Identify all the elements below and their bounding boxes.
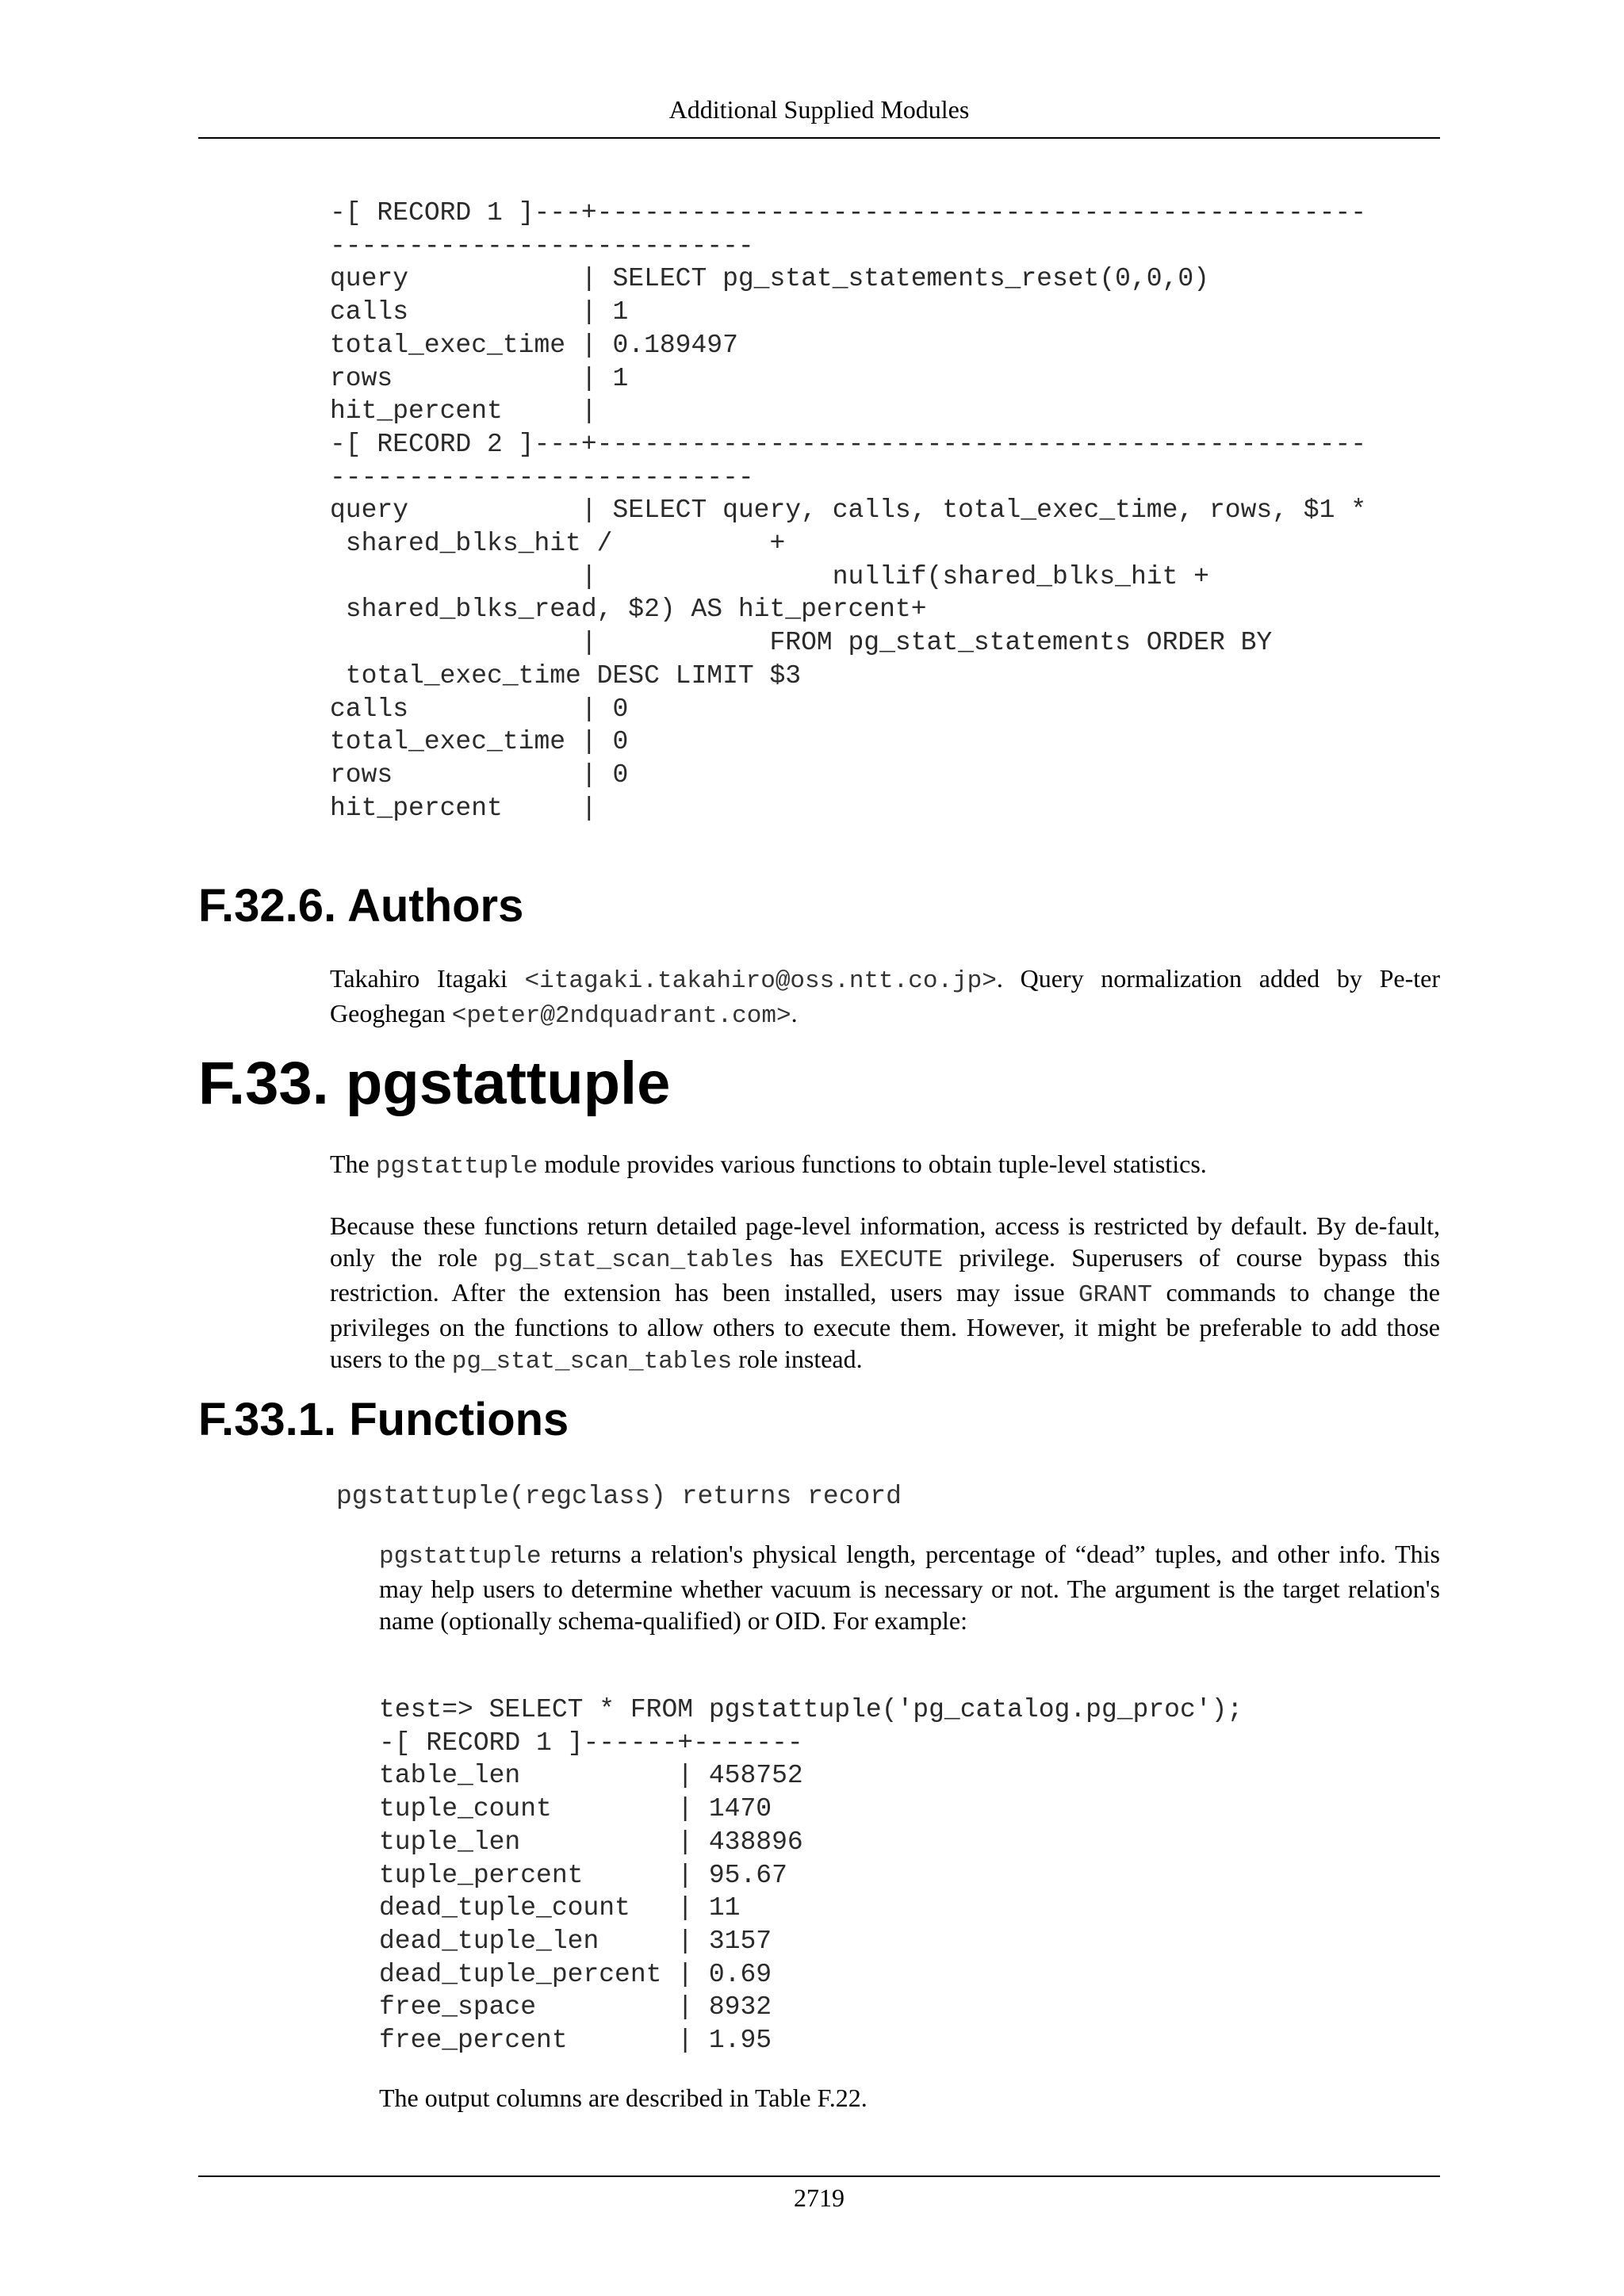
function-signature: pgstattuple(regclass) returns record [336,1482,902,1511]
output-columns-note: The output columns are described in Table F.22. [379,2084,868,2112]
running-header: Additional Supplied Modules [668,95,970,124]
authors-paragraph: Takahiro Itagaki <itagaki.takahiro@oss.ntt.co.jp>. Query normalization added by Pe-ter Geoghegan <peter@2ndquadrant.com>. [330,964,1441,1030]
function-description: pgstattuple returns a relation's physical length, percentage of “dead” tuples, and other info. This may help users to determine whether vacuum is necessary or not. The argument is the target relation's name (optionally schema-qualified) or OID. For example: [379,1540,1440,1635]
author-email-1: <itagaki.takahiro@oss.ntt.co.jp> [524,967,997,995]
page-number: 2719 [794,2183,845,2212]
pgstattuple-intro: The pgstattuple module provides various functions to obtain tuple-level statistics. [330,1150,1207,1181]
footer-rule [198,2175,1440,2177]
code-block-query-output: -[ RECORD 1 ]---+------------------------------------------------- --------------------------- query | SELECT pg_stat_statements_reset(0,0,0) calls | 1 total_exec_time | 0.189497 rows | 1 hit_percent | -[ RECORD 2 ]---+------------------------------------------------- --------------------------- query | SELECT query, calls, total_exec_time, rows, $1 * shared_blks_hit / + | nullif(shared_blks_hit + shared_blks_read, $2) AS hit_percent+ | FROM pg_stat_statements ORDER BY total_exec_time DESC LIMIT $3 calls | 0 total_exec_time | 0 rows | 0 hit_percent | [330,198,1367,823]
section-heading-authors: F.32.6. Authors [198,880,524,932]
pgstattuple-access-paragraph: Because these functions return detailed page-level information, access is restricted by default. By de-fault, only the role pg_stat_scan_tables has EXECUTE privilege. Superusers of course bypass this restriction. After the extension has been installed, users may issue GRANT commands to change the privileges on the functions to allow others to execute them. However, it might be preferable to add those users to the pg_stat_scan_tables role instead. [330,1211,1441,1376]
code-block-example: test=> SELECT * FROM pgstattuple('pg_catalog.pg_proc'); -[ RECORD 1 ]------+------- table_len | 458752 tuple_count | 1470 tuple_len | 438896 tuple_percent | 95.67 dead_tuple_count | 11 dead_tuple_len | 3157 dead_tuple_percent | 0.69 free_space | 8932 free_percent | 1.95 [379,1695,1243,2056]
author-email-2: <peter@2ndquadrant.com> [451,1002,791,1030]
header-rule [198,137,1440,139]
chapter-heading-pgstattuple: F.33. pgstattuple [198,1050,671,1117]
section-heading-functions: F.33.1. Functions [198,1394,569,1445]
